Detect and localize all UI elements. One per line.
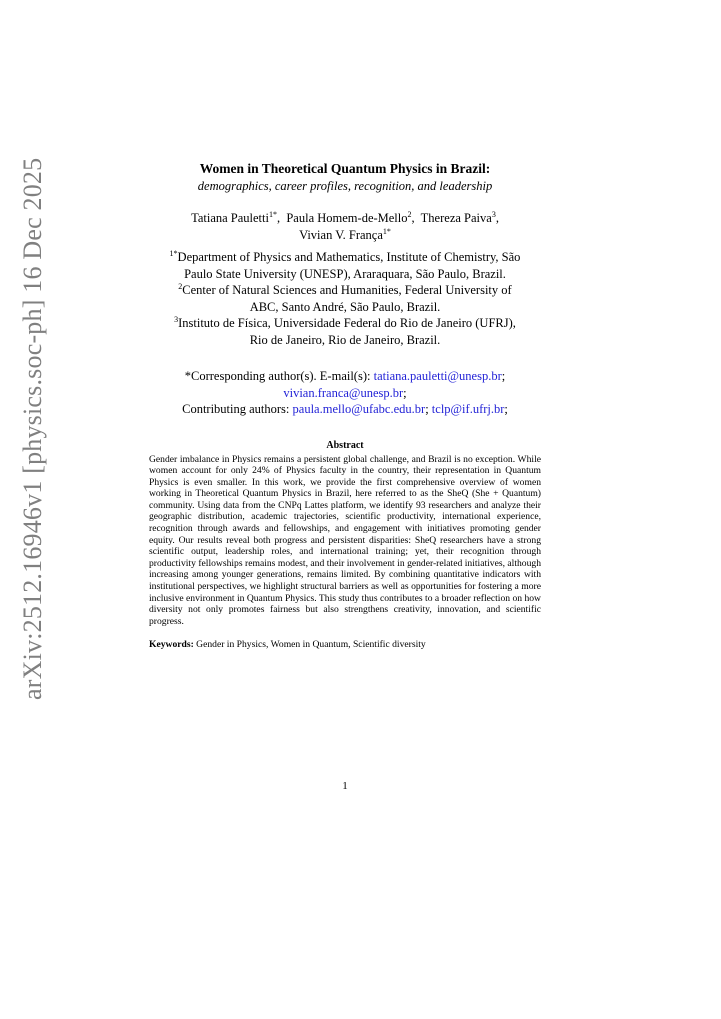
affiliation <box>145 249 545 282</box>
affiliation-mark: 2 <box>178 281 183 291</box>
abstract-heading: Abstract <box>326 439 364 451</box>
paper-first-page <box>145 160 545 651</box>
affiliation-mark: 1* <box>169 248 178 258</box>
affiliation <box>145 282 545 315</box>
affiliation-line: Paulo State University (UNESP), Araraquara, São Paulo, Brazil. <box>184 266 506 281</box>
affiliation-line: Rio de Janeiro, Rio de Janeiro, Brazil. <box>249 332 441 347</box>
contributing-label: Contributing authors: <box>182 402 290 416</box>
author-affiliation-mark: 1* <box>268 209 277 219</box>
email-link[interactable]: tatiana.pauletti@unesp.br <box>373 369 502 383</box>
author-list: Tatiana Pauletti$^{1*}$, Paula Homem-de-Mello$^2$, Thereza Paiva$^3$, Vivian V. França$^{1*}$ <box>191 209 499 242</box>
email-link[interactable]: vivian.franca@unesp.br <box>283 385 404 400</box>
paper-title: Women in Theoretical Quantum Physics in Brazil: <box>199 161 491 176</box>
keywords-list: Gender in Physics, Women in Quantum, Scientific diversity <box>196 639 426 651</box>
author-name: Vivian V. França <box>299 227 383 242</box>
email-link[interactable]: paula.mello@ufabc.edu.br <box>292 402 426 416</box>
affiliations <box>145 249 545 348</box>
paper-subtitle: demographics, career profiles, recognition, and leadership <box>197 179 493 193</box>
page-number: 1 <box>342 780 348 792</box>
affiliation-line: Instituto de Física, Universidade Federal do Rio de Janeiro (UFRJ), <box>178 316 516 330</box>
author-name: Paula Homem-de-Mello <box>286 211 408 225</box>
arxiv-identifier-stamp: arXiv:2512.16946v1 [physics.soc-ph] 16 Dec 2025 <box>18 157 47 700</box>
affiliation <box>145 315 545 348</box>
keywords-label: Keywords: <box>149 639 194 651</box>
author-affiliation-mark: 2 <box>407 209 412 219</box>
author-name: Tatiana Pauletti <box>191 211 269 225</box>
contributing-authors: Contributing authors: paula.mello@ufabc.edu.br; tclp@if.ufrj.br; <box>182 402 508 416</box>
abstract-text: Gender imbalance in Physics remains a persistent global challenge, and Brazil is no exception. While women account for only 24% of Physics faculty in the country, their representation in Quantum Physics is even smaller. In this work, we provide the first comprehensive overview of women working in Theoretical Quantum Physics in Brazil, here referred to as the SheQ (She + Quantum) community. Using data from the CNPq Lattes platform, we identify 93 researchers and analyze their geographic distribution, academic trajectories, scientific productivity, international experience, recognition through awards and fellowships, and engagement with initiatives promoting gender equity. Our results reveal both progress and persistent disparities: SheQ researchers have a strong scientific output, leadership roles, and international training; yet, their recognition through productivity fellowships remains modest, and their involvement in gender-related initiatives, although increasing among younger generations, remains limited. By combining quantitative indicators with institutional perspectives, we highlight structural barriers as well as opportunities for fostering a more inclusive environment in Quantum Physics. This study thus contributes to a broader reflection on how diversity not only promotes fairness but also strengthens creativity, innovation, and scientific progress. <box>149 453 541 627</box>
correspondence-info <box>145 368 545 418</box>
affiliation-line: Department of Physics and Mathematics, Institute of Chemistry, São <box>177 250 521 264</box>
affiliation-line: Center of Natural Sciences and Humanities, Federal University of <box>182 283 512 297</box>
author-affiliation-mark: 1* <box>382 226 391 236</box>
affiliation-mark: 3 <box>174 314 179 324</box>
keywords <box>149 639 541 651</box>
corresponding-authors: *Corresponding author(s). E-mail(s): tatiana.pauletti@unesp.br; vivian.franca@unesp.br; <box>184 369 506 400</box>
affiliation-line: ABC, Santo André, São Paulo, Brazil. <box>249 299 441 314</box>
corresponding-label: *Corresponding author(s). E-mail(s): <box>184 369 371 383</box>
author-affiliation-mark: 3 <box>491 209 496 219</box>
email-link[interactable]: tclp@if.ufrj.br <box>431 402 505 416</box>
author-name: Thereza Paiva <box>420 211 492 225</box>
